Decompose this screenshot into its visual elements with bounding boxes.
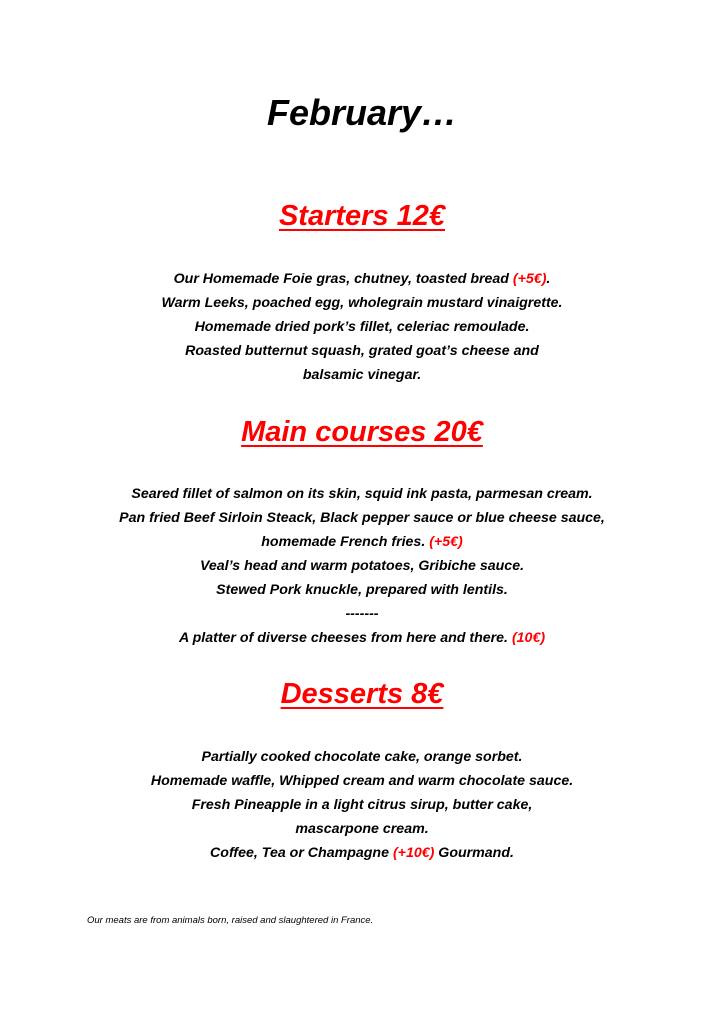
menu-item: homemade French fries. (+5€): [261, 534, 463, 550]
menu-item: Warm Leeks, poached egg, wholegrain mustard vinaigrette.: [161, 295, 563, 311]
menu-item: Partially cooked chocolate cake, orange sorbet.: [201, 749, 523, 765]
menu-item: Fresh Pineapple in a light citrus sirup, butter cake,: [191, 797, 533, 813]
menu-item: Homemade waffle, Whipped cream and warm chocolate sauce.: [150, 773, 574, 789]
menu-item: Veal’s head and warm potatoes, Gribiche sauce.: [199, 558, 525, 574]
supplement-price: (+10€): [392, 845, 435, 861]
menu-item: Homemade dried pork’s fillet, celeriac remoulade.: [194, 319, 530, 335]
supplement-price: (+5€): [512, 271, 547, 287]
menu-item: Stewed Pork knuckle, prepared with lentils.: [216, 582, 508, 598]
menu-item: Coffee, Tea or Champagne (+10€) Gourmand.: [210, 845, 514, 861]
desserts-heading: Desserts 8€: [280, 678, 444, 710]
separator: -------: [345, 606, 379, 622]
menu-item: Seared fillet of salmon on its skin, squid ink pasta, parmesan cream.: [131, 486, 593, 502]
menu-item: Roasted butternut squash, grated goat’s cheese and: [185, 343, 539, 359]
main-courses-list: [0, 482, 724, 650]
menu-item: mascarpone cream.: [295, 821, 429, 837]
menu-item: Pan fried Beef Sirloin Steack, Black pepper sauce or blue cheese sauce,: [119, 510, 605, 526]
starters-heading: Starters 12€: [278, 200, 446, 232]
menu-item: balsamic vinegar.: [302, 367, 422, 383]
supplement-price: (10€): [511, 630, 546, 646]
footnote: Our meats are from animals born, raised and slaughtered in France.: [87, 915, 374, 926]
main-courses-heading: Main courses 20€: [241, 416, 483, 448]
menu-item: A platter of diverse cheeses from here and there. (10€): [178, 630, 546, 646]
starters-list: [0, 267, 724, 387]
menu-item: Our Homemade Foie gras, chutney, toasted bread (+5€).: [173, 271, 551, 287]
page-title: February…: [266, 92, 458, 133]
desserts-list: [0, 745, 724, 865]
supplement-price: (+5€): [429, 534, 463, 550]
